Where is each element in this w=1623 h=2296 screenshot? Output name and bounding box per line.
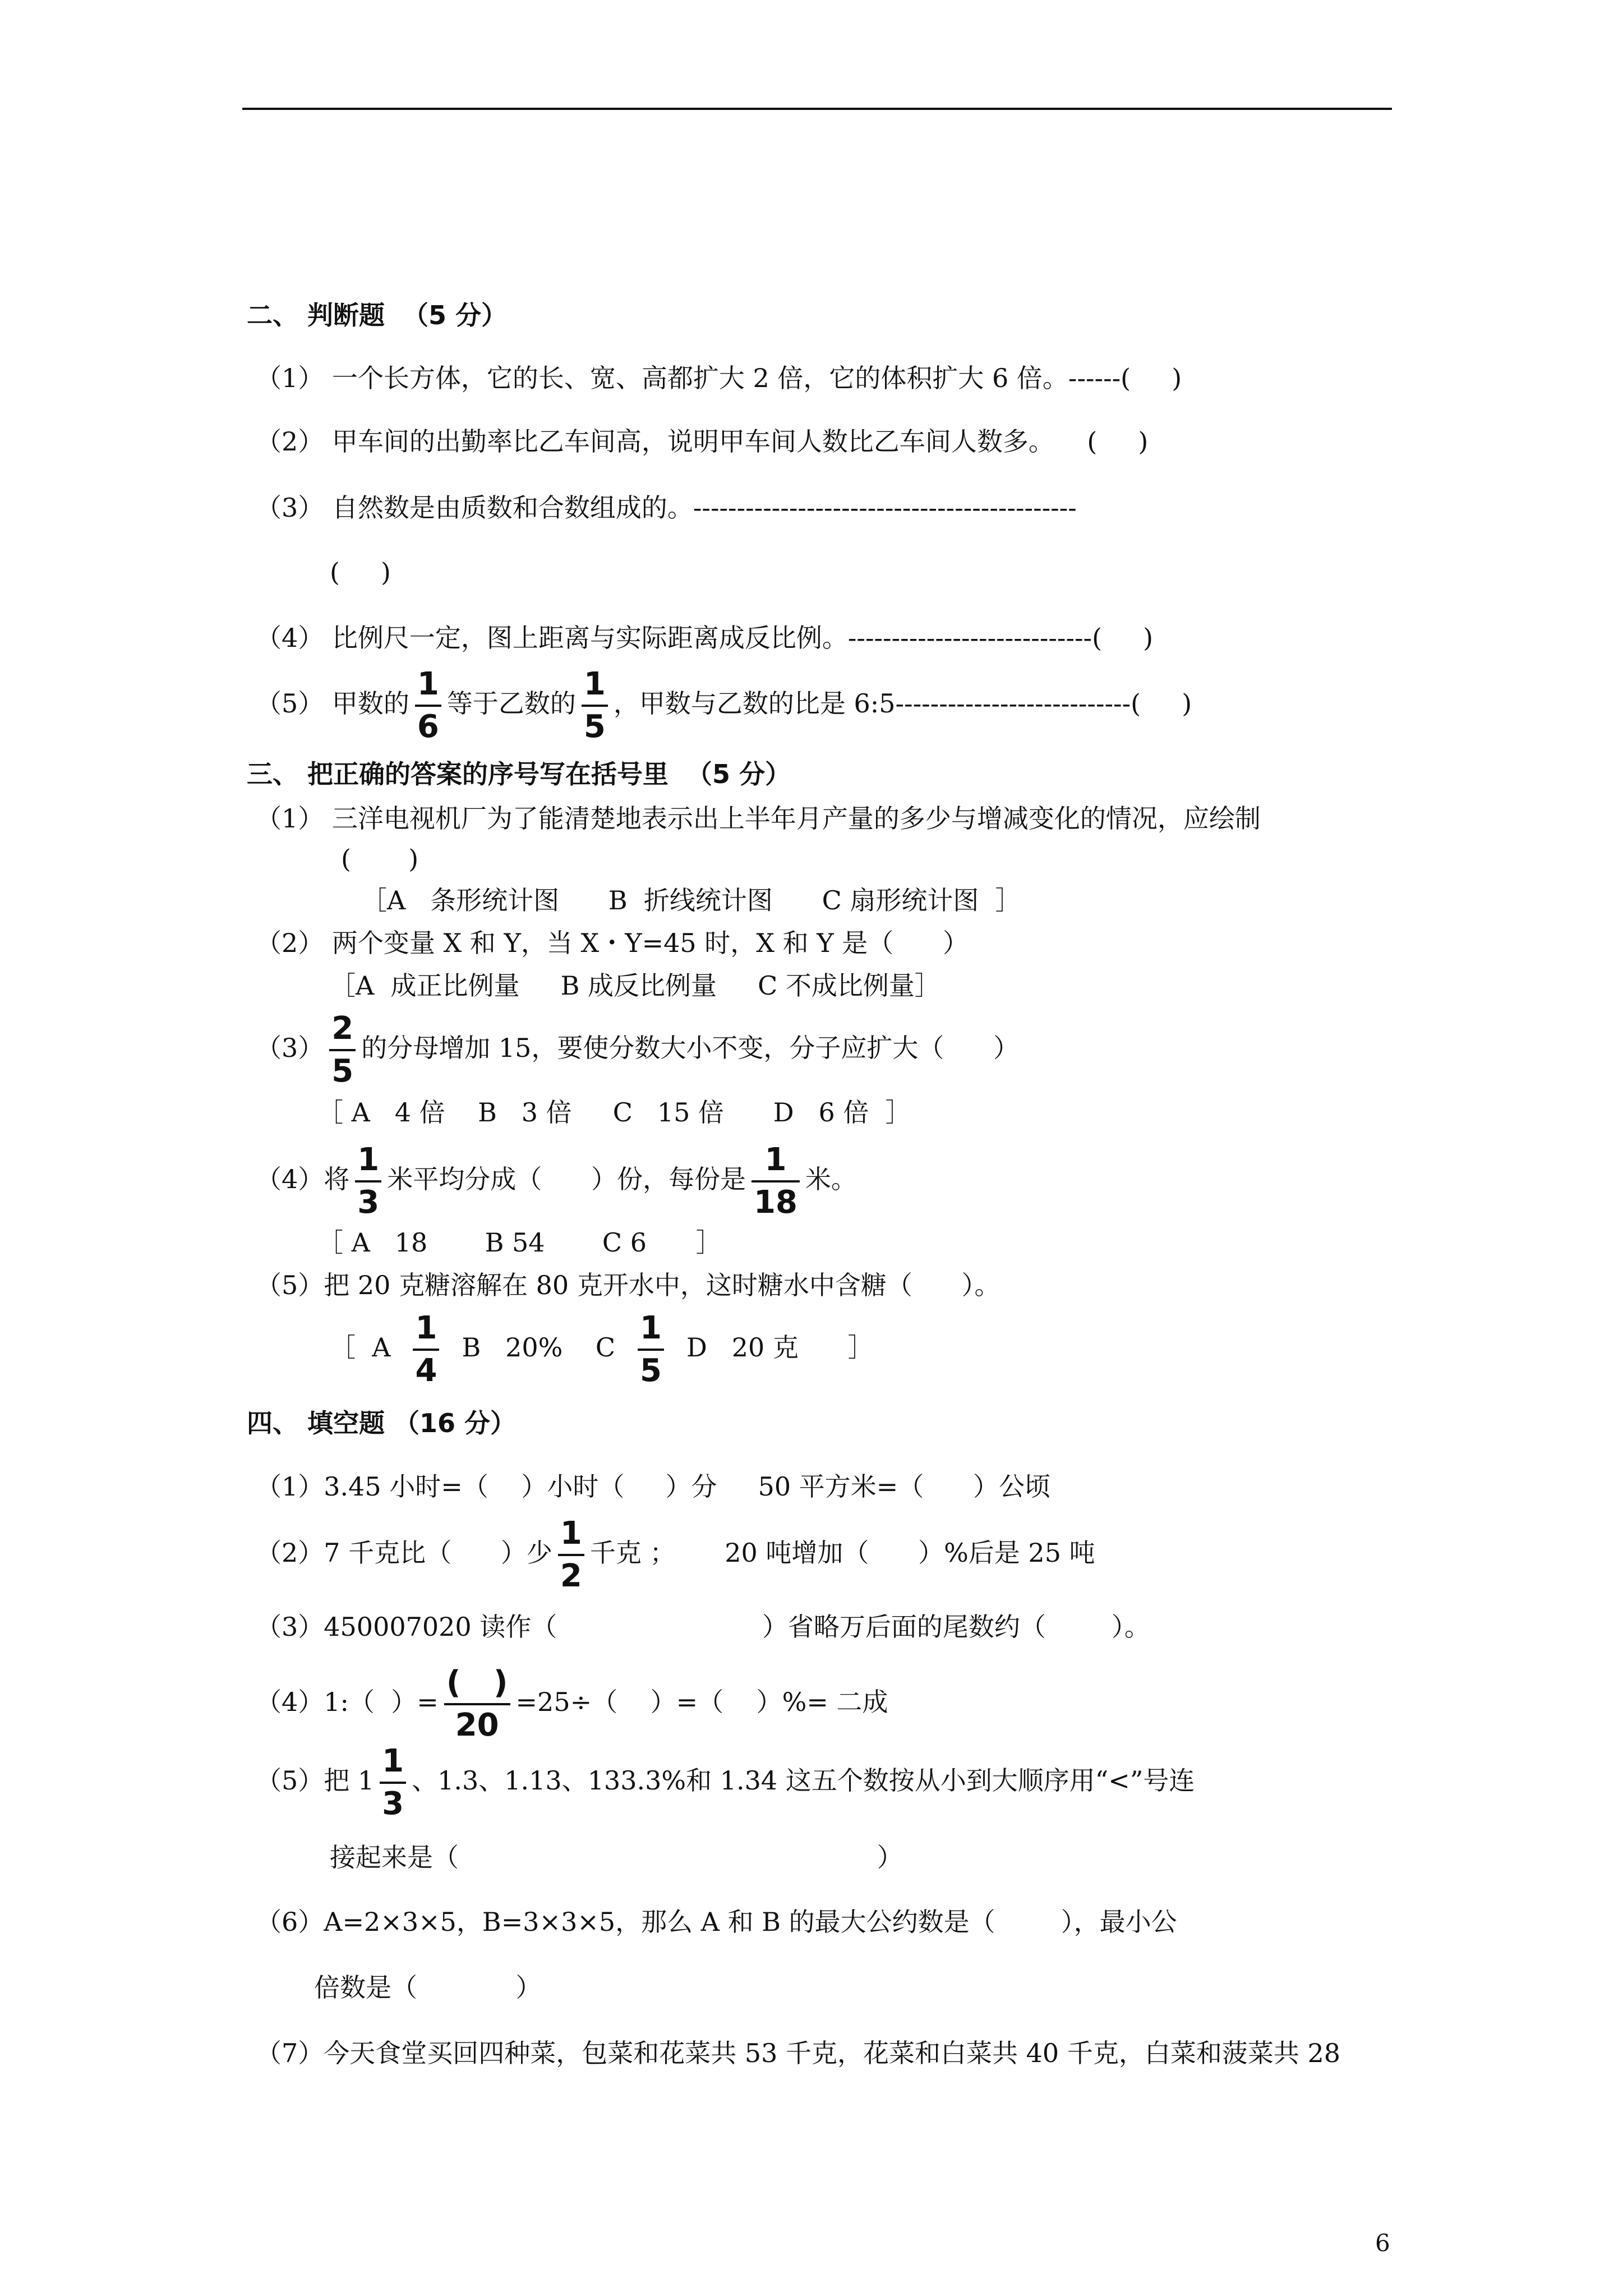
choice-question-4: （4）将 $\frac{1}{3}$ 米平均分成（ ）份，每份是 $\frac{1}{18}$ 米。 bbox=[256, 1142, 857, 1221]
fraction: $\frac{1}{3}$ bbox=[380, 1746, 406, 1820]
fill-question-3: （3）450007020 读作（ ）省略万后面的尾数约（ ）。 bbox=[256, 1612, 1150, 1642]
choice-question-3: （3） $\frac{2}{5}$ 的分母增加 15，要使分数大小不变，分子应扩大（ ） bbox=[256, 1010, 1020, 1089]
judge-question-4: （4） 比例尺一定，图上距离与实际距离成反比例。----------------------------( ) bbox=[256, 623, 1154, 653]
page-number: 6 bbox=[1375, 2229, 1390, 2257]
fraction: $\frac{1}{4}$ bbox=[413, 1313, 439, 1387]
judge-question-3: （3） 自然数是由质数和合数组成的。-------------------------------------------- bbox=[256, 493, 1077, 523]
section-heading-choice: 三、 把正确的答案的序号写在括号里 （5 分） bbox=[247, 759, 791, 789]
choice-question-1-answer-paren: ( ) bbox=[341, 844, 419, 874]
header-rule bbox=[242, 108, 1392, 110]
choice-question-4-options: ［ A 18 B 54 C 6 ］ bbox=[317, 1227, 722, 1258]
fill-question-2: （2）7 千克比（ ）少 $\frac{1}{2}$ 千克 ； 20 吨增加（ ）%后是 25 吨 bbox=[256, 1515, 1095, 1594]
choice-question-5-options: ［ A $\frac{1}{4}$ B 20% C $\frac{1}{5}$ D 20 克 ］ bbox=[330, 1310, 874, 1389]
judge-question-5: （5） 甲数的 $\frac{1}{6}$ 等于乙数的 $\frac{1}{5}$ ，甲数与乙数的比是 6:5---------------------------( ) bbox=[256, 666, 1192, 745]
fraction: $\frac{1}{2}$ bbox=[558, 1518, 584, 1592]
fraction: $\frac{1}{18}$ bbox=[751, 1144, 800, 1218]
fraction: $\frac{1}{5}$ bbox=[582, 669, 608, 743]
choice-question-1-options: ［A 条形统计图 B 折线统计图 C 扇形统计图 ］ bbox=[361, 885, 1021, 915]
choice-question-3-options: ［ A 4 倍 B 3 倍 C 15 倍 D 6 倍 ］ bbox=[317, 1097, 911, 1128]
choice-question-2: （2） 两个变量 X 和 Y，当 X・Y=45 时，X 和 Y 是（ ） bbox=[256, 928, 969, 958]
fill-question-7: （7）今天食堂买回四种菜，包菜和花菜共 53 千克，花菜和白菜共 40 千克，白菜和菠菜共 28 bbox=[256, 2038, 1340, 2068]
choice-question-1: （1） 三洋电视机厂为了能清楚地表示出上半年月产量的多少与增减变化的情况，应绘制 bbox=[256, 803, 1261, 834]
choice-question-5: （5）把 20 克糖溶解在 80 克开水中，这时糖水中含糖（ ）。 bbox=[256, 1270, 1000, 1300]
fill-question-4: （4）1:（ ）= $\frac{( )}{20}$ =25÷（ ）=（ ）%= 二成 bbox=[256, 1664, 888, 1743]
judge-question-1: （1） 一个长方体，它的长、宽、高都扩大 2 倍，它的体积扩大 6 倍。------( ) bbox=[256, 363, 1182, 393]
fill-question-5-continued: 接起来是（ ） bbox=[330, 1842, 903, 1872]
section-heading-judge: 二、 判断题 （5 分） bbox=[247, 300, 508, 330]
judge-question-2: （2） 甲车间的出勤率比乙车间高，说明甲车间人数比乙车间人数多。 ( ) bbox=[256, 426, 1149, 457]
fraction: $\frac{1}{5}$ bbox=[638, 1313, 664, 1387]
fill-question-5: （5）把 1 $\frac{1}{3}$ 、1.3、1.13、133.3%和 1.34 这五个数按从小到大顺序用“<”号连 bbox=[256, 1743, 1195, 1822]
fraction: $\frac{1}{3}$ bbox=[355, 1144, 381, 1218]
fraction: $\frac{2}{5}$ bbox=[329, 1013, 356, 1087]
fraction: $\frac{( )}{20}$ bbox=[444, 1667, 510, 1741]
fraction: $\frac{1}{6}$ bbox=[415, 669, 441, 743]
fill-question-6: （6）A=2×3×5，B=3×3×5，那么 A 和 B 的最大公约数是（ ），最小公 bbox=[256, 1907, 1177, 1937]
fill-question-1: （1）3.45 小时=（ ）小时（ ）分 50 平方米=（ ）公顷 bbox=[256, 1471, 1050, 1502]
section-heading-fill: 四、 填空题 （16 分） bbox=[247, 1408, 517, 1438]
judge-question-3-answer-paren: ( ) bbox=[330, 557, 391, 587]
choice-question-2-options: ［A 成正比例量 B 成反比例量 C 不成比例量］ bbox=[330, 970, 940, 1001]
fill-question-6-continued: 倍数是（ ） bbox=[314, 1972, 542, 2003]
